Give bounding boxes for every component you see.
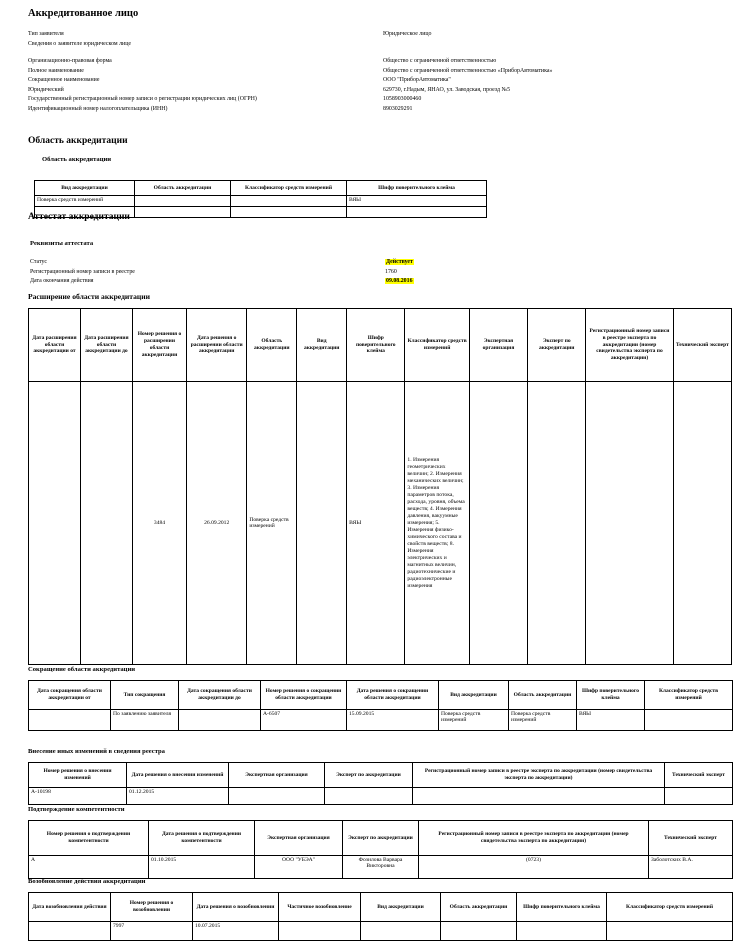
cell-comp-decision-number: А: [29, 856, 149, 879]
certificate-subheading: [30, 240, 93, 247]
cell-red-type-accr: Поверка средств измерений: [439, 710, 509, 731]
legal-address-value: 629730, г.Надым, ЯНАО, ул. Заводская, проезд №5: [383, 86, 511, 93]
col-red-stamp: Шифр поверительного клейма: [577, 681, 645, 710]
cell-exp-expert-reg: [586, 382, 673, 665]
cell-exp-expert-org: [469, 382, 527, 665]
col-oblast-akkreditacii: Область аккредитации: [135, 181, 231, 196]
cell-comp-expert: Фозилова Варвара Викторовна: [343, 856, 419, 879]
table-row: [29, 922, 733, 941]
cell-red-stamp: ВЯЫ: [577, 710, 645, 731]
col-red-decision-number: Номер решения о сокращении области аккредитации: [261, 681, 347, 710]
col-exp-expert: Эксперт по аккредитации: [528, 309, 586, 382]
cell-oblast-2: [135, 207, 231, 218]
full-name-value: Общество с ограниченной ответственностью «ПриборАвтоматика»: [383, 67, 553, 74]
table-row: [35, 196, 487, 207]
short-name-value: ООО "ПриборАвтоматика": [383, 77, 451, 83]
cell-red-decision-date: 15.09.2015: [347, 710, 439, 731]
cell-res-classifier: [607, 922, 733, 941]
applicant-section: [28, 30, 728, 114]
col-red-date-to: Дата сокращения области аккредитации до: [179, 681, 261, 710]
certificate-subheading-text: Реквизиты аттестата: [30, 240, 94, 247]
table-row: [29, 788, 733, 805]
cell-comp-tech-expert: Заболотских В.А.: [649, 856, 733, 879]
legal-address-label: Юридический: [28, 86, 64, 93]
col-exp-expert-reg: Регистрационный номер записи в реестре эксперта по аккредитации (номер свидетельства эксперта по аккредитации): [586, 309, 673, 382]
table-header-row: [29, 309, 732, 382]
cell-exp-type: [297, 382, 347, 665]
table-header-row: [29, 821, 733, 856]
cell-red-type: По заявлению заявителя: [111, 710, 179, 731]
table-row: [28, 67, 728, 77]
other-changes-table: [28, 762, 733, 805]
cell-red-date-to: [179, 710, 261, 731]
table-row: [29, 382, 732, 665]
cell-res-stamp: [517, 922, 607, 941]
table-row: [28, 86, 728, 96]
expiry-date-value: 09.08.2016: [386, 278, 413, 284]
cell-res-decision-date: 10.07.2015: [193, 922, 279, 941]
col-red-type-accr: Вид аккредитации: [439, 681, 509, 710]
col-comp-expert-org: Экспертная организация: [255, 821, 343, 856]
cell-exp-decision-date: 26.09.2012: [187, 382, 247, 665]
accreditation-area-heading-text: Область аккредитации: [28, 136, 128, 146]
registry-number-label: Регистрационный номер записи в реестре: [30, 268, 135, 275]
ogrn-label: Государственный регистрационный номер записи о регистрации юридических лиц (ОГРН): [28, 96, 257, 102]
certificate-details: [30, 258, 730, 287]
status-label: Статус: [30, 259, 48, 265]
col-chg-decision-number: Номер решения о внесении изменений: [29, 763, 127, 788]
inn-value: 8903029291: [383, 105, 413, 112]
col-exp-date-to: Дата расширения области аккредитации до: [80, 309, 132, 382]
cell-oblast: [135, 196, 231, 207]
applicant-type-label: Тип заявителя: [28, 31, 64, 37]
full-name-label: Полное наименование: [28, 67, 84, 74]
col-exp-tech-expert: Технический эксперт: [673, 309, 731, 382]
applicant-type-row: [28, 30, 728, 40]
cell-comp-expert-org: ООО "УБЭА": [255, 856, 343, 879]
cell-exp-area: Поверка средств измерений: [247, 382, 297, 665]
registry-number-value: 1760: [385, 268, 397, 275]
col-res-type: Вид аккредитации: [361, 893, 441, 922]
competence-table: [28, 820, 733, 879]
cell-res-date: [29, 922, 111, 941]
inn-label: Идентификационный номер налогоплательщика (ИНН): [28, 105, 168, 112]
table-row: [28, 95, 728, 105]
cell-chg-expert-org: [229, 788, 325, 805]
col-chg-expert-reg: Регистрационный номер записи в реестре эксперта по аккредитации (номер свидетельства эксперта по аккредитации): [413, 763, 665, 788]
cell-comp-decision-date: 01.10.2015: [149, 856, 255, 879]
applicant-section-label-text: Сведения о заявителе юридическом лице: [28, 40, 131, 47]
cell-exp-decision-number: 3484: [132, 382, 186, 665]
reduction-table: [28, 680, 733, 731]
cell-res-partial: [279, 922, 361, 941]
cell-chg-tech-expert: [665, 788, 733, 805]
col-chg-tech-expert: Технический эксперт: [665, 763, 733, 788]
accreditation-area-heading: [28, 136, 128, 146]
col-red-classifier: Классификатор средств измерений: [645, 681, 733, 710]
col-comp-decision-number: Номер решения о подтверждении компетентности: [29, 821, 149, 856]
table-row: [30, 268, 730, 278]
col-chg-expert-org: Экспертная организация: [229, 763, 325, 788]
col-res-classifier: Классификатор средств измерений: [607, 893, 733, 922]
col-chg-decision-date: Дата решения о внесении изменений: [127, 763, 229, 788]
expansion-heading-text: Расширение области аккредитации: [28, 292, 151, 301]
cell-exp-classifier: 1. Измерения геометрических величин; 2. Измерения механических величин; 3. Измерения параметров потока, расхода, уровня, объема веществ; 4. Измерения давления, вакуумные измерения; 5. Измерения физико-химического состава и свойств веществ; 8. Измерения электрических и магнитных величин, радиотехнические и радиоэлектронные измерения: [405, 382, 469, 665]
resumption-heading-text: Возобновление действия аккредитации: [28, 878, 146, 885]
other-changes-heading: [28, 748, 165, 755]
table-row: [29, 856, 733, 879]
col-res-partial: Частичное возобновление: [279, 893, 361, 922]
cell-klassifikator-2: [231, 207, 347, 218]
ogrn-value: 1058903000460: [383, 96, 422, 102]
expansion-heading: [28, 292, 150, 301]
resumption-table: [28, 892, 733, 941]
cell-red-area: Поверка средств измерений: [509, 710, 577, 731]
col-vid-akkreditacii: Вид аккредитации: [35, 181, 135, 196]
col-comp-tech-expert: Технический эксперт: [649, 821, 733, 856]
col-red-date-from: Дата сокращения области аккредитации от: [29, 681, 111, 710]
reduction-heading-text: Сокращение области аккредитации: [28, 666, 136, 673]
col-exp-date-from: Дата расширения области аккредитации от: [29, 309, 81, 382]
cell-comp-expert-reg: (0723): [419, 856, 649, 879]
cell-exp-date-from: [29, 382, 81, 665]
col-exp-decision-date: Дата решения о расширении области аккредитации: [187, 309, 247, 382]
competence-heading-text: Подтверждение компетентности: [28, 806, 125, 813]
expansion-table: [28, 308, 732, 665]
col-red-type: Тип сокращения: [111, 681, 179, 710]
col-res-area: Область аккредитации: [441, 893, 517, 922]
expiry-date-label: Дата окончания действия: [30, 278, 94, 284]
col-red-area: Область аккредитации: [509, 681, 577, 710]
page-title: [28, 8, 138, 19]
table-header-row: [29, 681, 733, 710]
cell-res-type: [361, 922, 441, 941]
col-exp-stamp: Шифр поверительного клейма: [347, 309, 405, 382]
table-header-row: [29, 893, 733, 922]
cell-exp-expert: [528, 382, 586, 665]
cell-shifr-2: [347, 207, 487, 218]
cell-vid: Поверка средств измерений: [35, 196, 135, 207]
cell-chg-expert: [325, 788, 413, 805]
cell-shifr: ВЯЫ: [347, 196, 487, 207]
col-chg-expert: Эксперт по аккредитации: [325, 763, 413, 788]
table-row: [28, 76, 728, 86]
col-comp-expert: Эксперт по аккредитации: [343, 821, 419, 856]
cell-chg-decision-date: 01.12.2015: [127, 788, 229, 805]
cell-chg-expert-reg: [413, 788, 665, 805]
cell-chg-decision-number: А-10198: [29, 788, 127, 805]
other-changes-heading-text: Внесение иных изменений в сведения реестра: [28, 748, 165, 755]
cell-exp-date-to: [80, 382, 132, 665]
short-name-label: Сокращенное наименование: [28, 77, 100, 83]
col-exp-decision-number: Номер решения о расширении области аккредитации: [132, 309, 186, 382]
applicant-type-value: Юридическое лицо: [383, 31, 432, 37]
table-row: [30, 258, 730, 268]
table-header-row: [29, 763, 733, 788]
table-row: [29, 710, 733, 731]
col-res-decision-date: Дата решения о возобновлении: [193, 893, 279, 922]
table-row: [28, 105, 728, 115]
col-exp-expert-org: Экспертная организация: [469, 309, 527, 382]
col-exp-type: Вид аккредитации: [297, 309, 347, 382]
certificate-heading: [28, 212, 130, 222]
col-klassifikator: Классификатор средств измерений: [231, 181, 347, 196]
table-row: [30, 277, 730, 287]
status-badge: Действует: [386, 259, 413, 265]
col-res-date: Дата возобновления действия: [29, 893, 111, 922]
col-exp-classifier: Классификатор средств измерений: [405, 309, 469, 382]
competence-heading: [28, 806, 125, 813]
accreditation-area-subheading-text: Область аккредитации: [42, 156, 112, 163]
cell-res-decision-number: 7997: [111, 922, 193, 941]
reduction-heading: [28, 666, 135, 673]
applicant-section-label: [28, 40, 728, 50]
certificate-heading-text: Аттестат аккредитации: [28, 212, 130, 222]
accreditation-area-subheading: [42, 156, 111, 163]
cell-red-decision-number: А-6507: [261, 710, 347, 731]
legal-form-value: Общество с ограниченной ответственностью: [383, 58, 497, 64]
page-title-text: Аккредитованное лицо: [28, 8, 139, 19]
cell-res-area: [441, 922, 517, 941]
resumption-heading: [28, 878, 145, 885]
col-shifr-kleyma: Шифр поверительного клейма: [347, 181, 487, 196]
table-header-row: [35, 181, 487, 196]
cell-red-classifier: [645, 710, 733, 731]
cell-klassifikator: [231, 196, 347, 207]
col-res-stamp: Шифр поверительного клейма: [517, 893, 607, 922]
legal-form-label: Организационно-правовая форма: [28, 58, 112, 64]
cell-exp-tech-expert: [673, 382, 731, 665]
cell-exp-stamp: ВЯЫ: [347, 382, 405, 665]
col-comp-decision-date: Дата решения о подтверждении компетентности: [149, 821, 255, 856]
col-comp-expert-reg: Регистрационный номер записи в реестре эксперта по аккредитации (номер свидетельства эксперта по аккредитации): [419, 821, 649, 856]
col-exp-area: Область аккредитации: [247, 309, 297, 382]
table-row: [28, 57, 728, 67]
col-res-decision-number: Номер решения о возобновлении: [111, 893, 193, 922]
cell-red-date-from: [29, 710, 111, 731]
col-red-decision-date: Дата решения о сокращении области аккредитации: [347, 681, 439, 710]
